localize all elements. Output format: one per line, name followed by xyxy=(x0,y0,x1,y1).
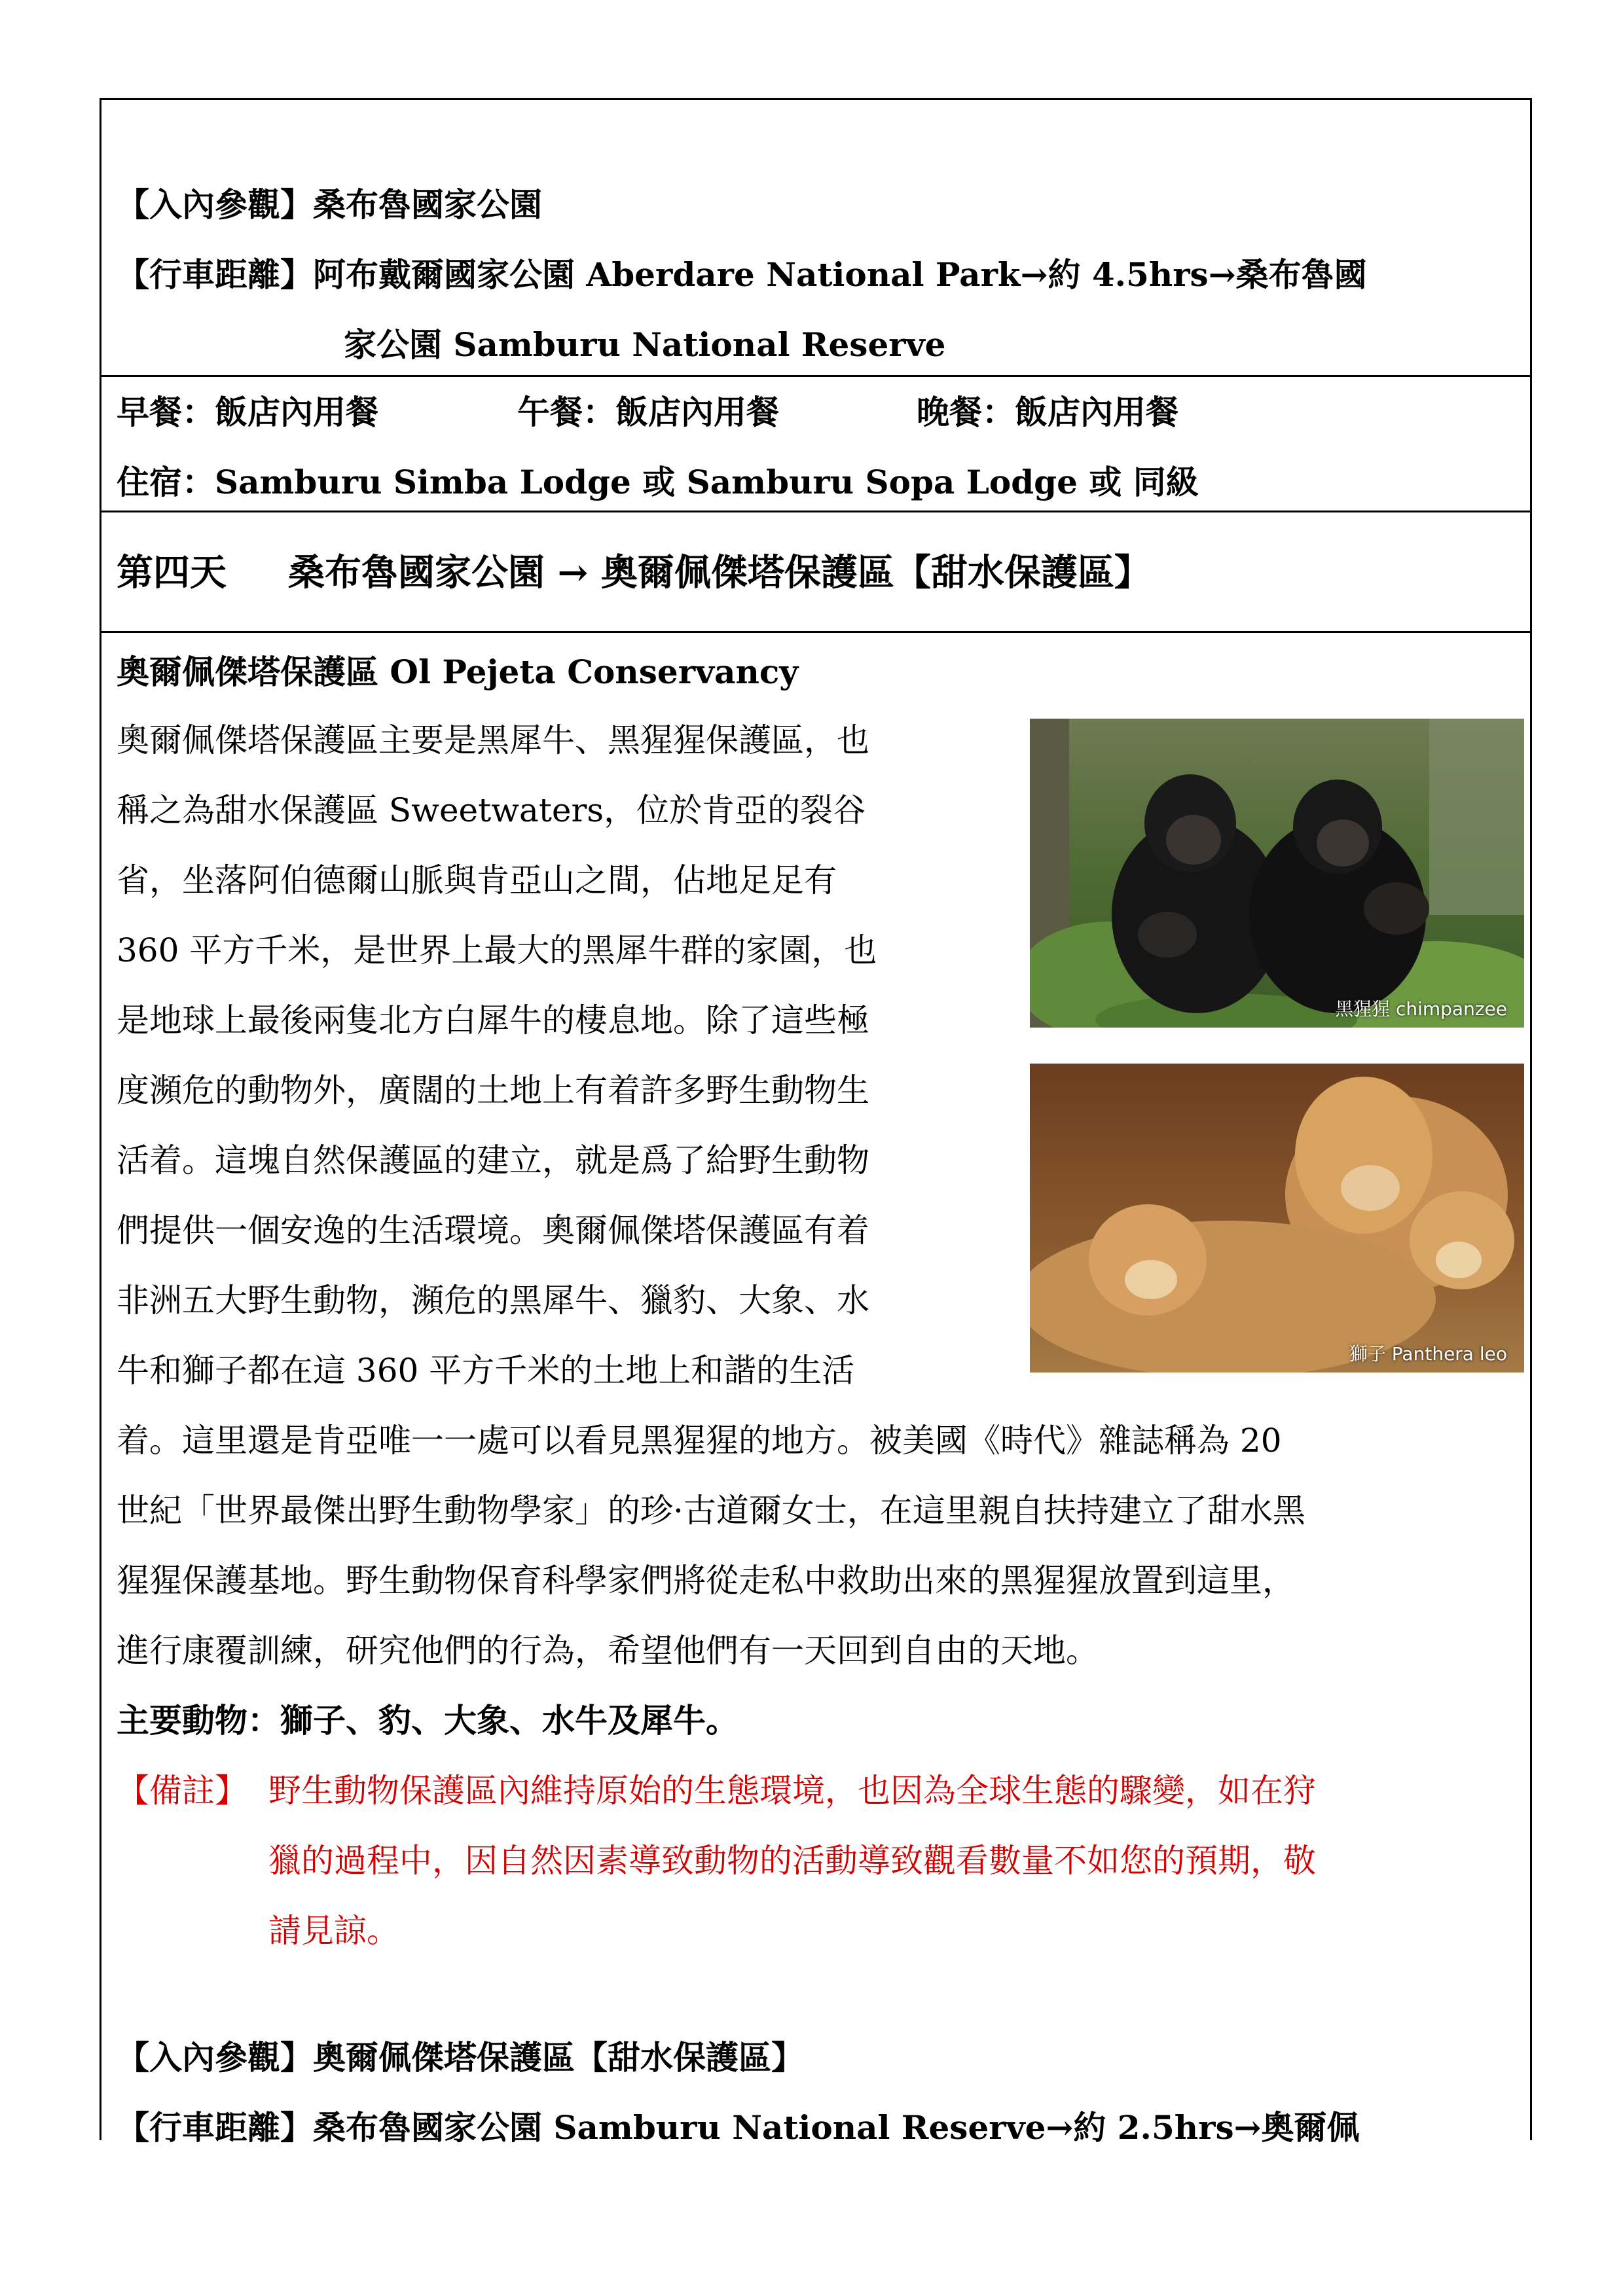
visit-line: 【入內參觀】桑布魯國家公園 xyxy=(117,185,542,224)
body-line: 着。這里還是肯亞唯一一處可以看見黑猩猩的地方。被美國《時代》雜誌稱為 20 xyxy=(117,1422,1282,1460)
note-line: 獵的過程中，因自然因素導致動物的活動導致觀看數量不如您的預期，敬 xyxy=(268,1842,1316,1880)
lodging: 住宿：Samburu Simba Lodge 或 Samburu Sopa Lodge 或 同級 xyxy=(117,463,1199,501)
distance-line-cont: 家公園 Samburu National Reserve xyxy=(344,325,946,364)
row-divider xyxy=(101,511,1530,512)
body-line: 世紀「世界最傑出野生動物學家」的珍·古道爾女士，在這里親自扶持建立了甜水黑 xyxy=(117,1492,1305,1530)
chimpanzee-caption: 黑猩猩 chimpanzee xyxy=(1335,998,1507,1020)
visit-line: 【入內參觀】奧爾佩傑塔保護區【甜水保護區】 xyxy=(117,2038,804,2077)
distance-line: 【行車距離】桑布魯國家公園 Samburu National Reserve→約 2.5hrs→奧爾佩 xyxy=(117,2108,1360,2147)
day-route: 桑布魯國家公園 → 奧爾佩傑塔保護區【甜水保護區】 xyxy=(288,551,1151,594)
body-line: 進行康覆訓練，研究他們的行為，希望他們有一天回到自由的天地。 xyxy=(117,1632,1099,1670)
breakfast: 早餐：飯店內用餐 xyxy=(117,393,378,431)
chimpanzee-image xyxy=(1030,719,1524,1028)
day-label: 第四天 xyxy=(117,551,227,594)
body-line: 是地球上最後兩隻北方白犀牛的棲息地。除了這些極 xyxy=(117,1001,869,1039)
lion-image xyxy=(1030,1064,1524,1372)
body-line: 360 平方千米，是世界上最大的黑犀牛群的家園，也 xyxy=(117,931,877,969)
section-title: 奧爾佩傑塔保護區 Ol Pejeta Conservancy xyxy=(117,653,799,691)
lion-caption: 獅子 Panthera leo xyxy=(1349,1343,1507,1365)
lion-photo xyxy=(1030,1064,1524,1372)
body-line: 稱之為甜水保護區 Sweetwaters，位於肯亞的裂谷 xyxy=(117,791,866,829)
body-line: 省，坐落阿伯德爾山脈與肯亞山之間，佔地足足有 xyxy=(117,861,837,899)
note-line: 請見諒。 xyxy=(268,1912,399,1950)
dinner: 晚餐：飯店內用餐 xyxy=(917,393,1178,431)
body-line: 活着。這塊自然保護區的建立，就是爲了給野生動物 xyxy=(117,1141,869,1179)
distance-line: 【行車距離】阿布戴爾國家公園 Aberdare National Park→約 4.5hrs→桑布魯國 xyxy=(117,255,1367,294)
body-line: 非洲五大野生動物，瀕危的黑犀牛、獵豹、大象、水 xyxy=(117,1282,869,1319)
main-animals: 主要動物：獅子、豹、大象、水牛及犀牛。 xyxy=(117,1701,739,1740)
row-divider xyxy=(101,631,1530,633)
body-line: 奧爾佩傑塔保護區主要是黑犀牛、黑猩猩保護區，也 xyxy=(117,721,869,759)
body-line: 度瀕危的動物外，廣闊的土地上有着許多野生動物生 xyxy=(117,1071,869,1109)
body-line: 們提供一個安逸的生活環境。奧爾佩傑塔保護區有着 xyxy=(117,1211,869,1249)
body-line: 猩猩保護基地。野生動物保育科學家們將從走私中救助出來的黑猩猩放置到這里， xyxy=(117,1562,1295,1600)
note-line: 野生動物保護區內維持原始的生態環境，也因為全球生態的驟變，如在狩 xyxy=(268,1772,1316,1810)
body-line: 牛和獅子都在這 360 平方千米的土地上和諧的生活 xyxy=(117,1352,855,1390)
lunch: 午餐：飯店內用餐 xyxy=(517,393,779,431)
chimpanzee-photo xyxy=(1030,719,1524,1028)
note-label: 【備註】 xyxy=(117,1772,247,1810)
row-divider xyxy=(101,375,1530,377)
